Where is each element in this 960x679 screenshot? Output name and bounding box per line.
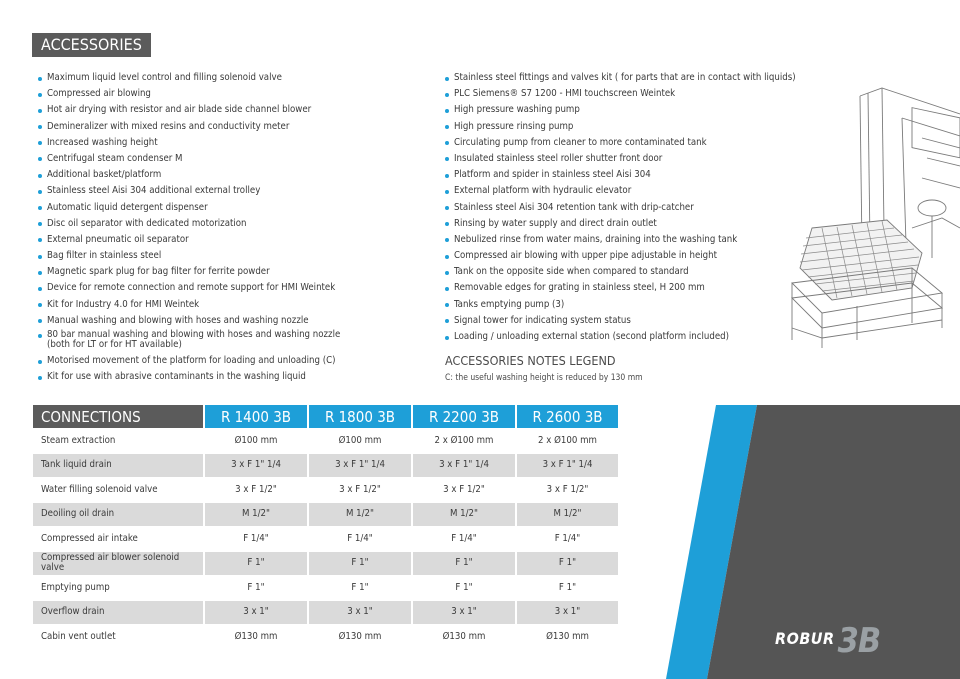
table-row <box>33 429 618 454</box>
table-cell: M 1/2" <box>203 503 307 528</box>
list-item: External platform with hydraulic elevator <box>445 183 796 199</box>
list-item: Automatic liquid detergent dispenser <box>38 200 340 216</box>
accessories-list-left <box>38 70 340 385</box>
connections-header: CONNECTIONS <box>33 405 203 429</box>
table-cell: Ø130 mm <box>203 625 307 650</box>
row-label: Cabin vent outlet <box>33 625 203 650</box>
list-item: Additional basket/platform <box>38 167 340 183</box>
table-cell: 3 x 1" <box>307 601 411 626</box>
row-label: Water filling solenoid valve <box>33 478 203 503</box>
table-cell: 2 x Ø100 mm <box>411 429 515 454</box>
notes-legend-text: C: the useful washing height is reduced by 130 mm <box>445 373 643 383</box>
table-cell: 3 x F 1" 1/4 <box>515 454 618 479</box>
list-item: Tanks emptying pump (3) <box>445 297 796 313</box>
list-item: Stainless steel Aisi 304 retention tank with drip-catcher <box>445 200 796 216</box>
model-header: R 1800 3B <box>307 405 411 429</box>
table-cell: 3 x F 1" 1/4 <box>411 454 515 479</box>
table-cell: Ø130 mm <box>515 625 618 650</box>
table-cell: Ø100 mm <box>307 429 411 454</box>
list-item: Manual washing and blowing with hoses and washing nozzle <box>38 313 340 329</box>
table-cell: M 1/2" <box>411 503 515 528</box>
list-item: Kit for use with abrasive contaminants in the washing liquid <box>38 369 340 385</box>
table-cell: Ø130 mm <box>411 625 515 650</box>
table-row <box>33 625 618 650</box>
machine-illustration <box>782 78 960 353</box>
list-item: Increased washing height <box>38 135 340 151</box>
list-item: Demineralizer with mixed resins and conductivity meter <box>38 119 340 135</box>
table-row <box>33 454 618 479</box>
table-cell: Ø130 mm <box>307 625 411 650</box>
notes-legend-title: ACCESSORIES NOTES LEGEND <box>445 353 616 368</box>
table-row <box>33 552 618 577</box>
table-cell: F 1" <box>307 552 411 577</box>
list-item: Loading / unloading external station (second platform included) <box>445 329 796 345</box>
table-cell: F 1" <box>307 576 411 601</box>
list-item: Motorised movement of the platform for loading and unloading (C) <box>38 353 340 369</box>
list-item: Tank on the opposite side when compared to standard <box>445 264 796 280</box>
table-cell: F 1/4" <box>411 527 515 552</box>
list-item: Bag filter in stainless steel <box>38 248 340 264</box>
list-item: Circulating pump from cleaner to more contaminated tank <box>445 135 796 151</box>
table-row <box>33 478 618 503</box>
row-label: Steam extraction <box>33 429 203 454</box>
model-header: R 2200 3B <box>411 405 515 429</box>
table-cell: 3 x 1" <box>411 601 515 626</box>
brand-name: ROBUR <box>775 629 835 648</box>
row-label: Emptying pump <box>33 576 203 601</box>
list-item: Insulated stainless steel roller shutter front door <box>445 151 796 167</box>
table-cell: F 1" <box>515 552 618 577</box>
table-cell: 2 x Ø100 mm <box>515 429 618 454</box>
list-item-line: (both for LT or for HT available) <box>47 338 182 350</box>
accessories-list-right <box>445 70 796 345</box>
table-cell: F 1" <box>515 576 618 601</box>
table-cell: F 1" <box>411 552 515 577</box>
table-cell: 3 x 1" <box>515 601 618 626</box>
list-item: External pneumatic oil separator <box>38 232 340 248</box>
list-item: Device for remote connection and remote support for HMI Weintek <box>38 280 340 296</box>
table-cell: F 1/4" <box>515 527 618 552</box>
list-item: Compressed air blowing <box>38 86 340 102</box>
list-item: Hot air drying with resistor and air blade side channel blower <box>38 102 340 118</box>
brand-logo <box>775 621 880 661</box>
list-item: Stainless steel fittings and valves kit ( for parts that are in contact with liquids) <box>445 70 796 86</box>
table-cell: 3 x F 1/2" <box>515 478 618 503</box>
list-item: Signal tower for indicating system status <box>445 313 796 329</box>
list-item: Platform and spider in stainless steel Aisi 304 <box>445 167 796 183</box>
table-cell: M 1/2" <box>515 503 618 528</box>
list-item: High pressure rinsing pump <box>445 119 796 135</box>
table-cell: 3 x F 1/2" <box>411 478 515 503</box>
model-header: R 1400 3B <box>203 405 307 429</box>
table-cell: F 1" <box>411 576 515 601</box>
list-item: High pressure washing pump <box>445 102 796 118</box>
table-cell: 3 x F 1" 1/4 <box>307 454 411 479</box>
table-header-row <box>33 405 618 429</box>
list-item-two-line <box>38 329 340 353</box>
table-cell: F 1" <box>203 576 307 601</box>
list-item: Stainless steel Aisi 304 additional external trolley <box>38 183 340 199</box>
row-label: Compressed air intake <box>33 527 203 552</box>
table-row <box>33 503 618 528</box>
table-cell: F 1/4" <box>307 527 411 552</box>
table-cell: M 1/2" <box>307 503 411 528</box>
row-label: Deoiling oil drain <box>33 503 203 528</box>
table-cell: 3 x F 1/2" <box>203 478 307 503</box>
list-item: Rinsing by water supply and direct drain outlet <box>445 216 796 232</box>
model-header: R 2600 3B <box>515 405 618 429</box>
list-item: PLC Siemens® S7 1200 - HMI touchscreen Weintek <box>445 86 796 102</box>
list-item: Removable edges for grating in stainless steel, H 200 mm <box>445 280 796 296</box>
list-item: Compressed air blowing with upper pipe adjustable in height <box>445 248 796 264</box>
list-item: Disc oil separator with dedicated motorization <box>38 216 340 232</box>
list-item: Maximum liquid level control and filling solenoid valve <box>38 70 340 86</box>
table-cell: Ø100 mm <box>203 429 307 454</box>
brand-model: 3B <box>837 621 881 661</box>
table-row <box>33 576 618 601</box>
table-cell: F 1" <box>203 552 307 577</box>
row-label: Tank liquid drain <box>33 454 203 479</box>
row-label: Overflow drain <box>33 601 203 626</box>
table-cell: 3 x F 1" 1/4 <box>203 454 307 479</box>
connections-table <box>33 405 618 650</box>
table-cell: 3 x F 1/2" <box>307 478 411 503</box>
table-row <box>33 527 618 552</box>
table-cell: 3 x 1" <box>203 601 307 626</box>
list-item-line: 80 bar manual washing and blowing with hoses and washing nozzle <box>47 329 341 340</box>
list-item: Magnetic spark plug for bag filter for ferrite powder <box>38 264 340 280</box>
list-item: Kit for Industry 4.0 for HMI Weintek <box>38 297 340 313</box>
list-item: Centrifugal steam condenser M <box>38 151 340 167</box>
table-row <box>33 601 618 626</box>
row-label: Compressed air blower solenoid valve <box>33 552 203 577</box>
table-cell: F 1/4" <box>203 527 307 552</box>
list-item: Nebulized rinse from water mains, draining into the washing tank <box>445 232 796 248</box>
accessories-header: ACCESSORIES <box>32 33 151 57</box>
